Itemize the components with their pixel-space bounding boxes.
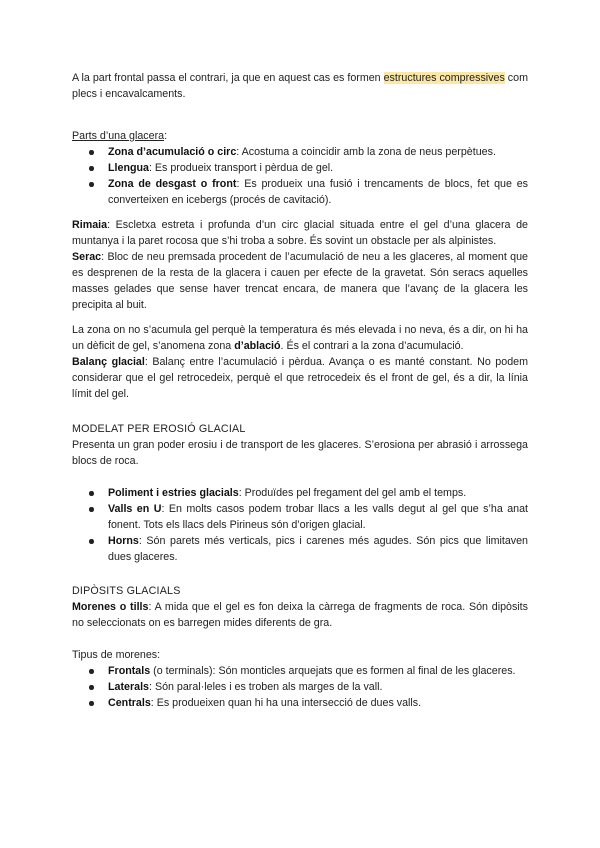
highlighted-text: estructures compressives bbox=[383, 72, 505, 84]
list-item bbox=[72, 144, 528, 160]
rimaia-paragraph bbox=[72, 217, 528, 249]
definition: : Són paral·leles i es troben als marges de la vall. bbox=[149, 681, 383, 693]
parts-section bbox=[72, 128, 528, 208]
definition: : Es produeix transport i pèrdua de gel. bbox=[148, 162, 334, 174]
term: Llengua bbox=[108, 162, 149, 174]
list-item bbox=[72, 695, 528, 711]
bullet-icon bbox=[89, 507, 94, 512]
term: Zona de desgast o front bbox=[108, 178, 237, 190]
serac-paragraph bbox=[72, 249, 528, 313]
term: Frontals bbox=[108, 665, 151, 677]
definition: : A mida que el gel es fon deixa la càrrega de fragments de roca. Són dipòsits no seleccionats on es barregen mides diferents de gra. bbox=[72, 601, 528, 629]
parts-list bbox=[72, 144, 528, 208]
term: Laterals bbox=[108, 681, 149, 693]
definition: : Són parets més verticals, pics i carenes més agudes. Són pics que limitaven dues glaceres. bbox=[108, 535, 528, 563]
list-item bbox=[72, 663, 528, 679]
bullet-icon bbox=[89, 669, 94, 674]
definition: : En molts casos podem trobar llacs a les valls degut al gel que s’ha anat fonent. Tots els llacs dels Pirineus són d’origen glacial. bbox=[108, 503, 529, 531]
parts-heading-colon: : bbox=[164, 130, 168, 142]
list-item bbox=[72, 160, 528, 176]
definition: (o terminals): Són monticles arquejats que es formen al final de les glaceres. bbox=[150, 665, 516, 677]
section-heading: MODELAT PER EROSIÓ GLACIAL bbox=[72, 423, 246, 435]
term: Poliment i estries glacials bbox=[108, 487, 239, 499]
modelat-list bbox=[72, 485, 528, 565]
term: Morenes o tills bbox=[72, 601, 149, 613]
definition: : Es produeixen quan hi ha una intersecció de dues valls. bbox=[150, 697, 422, 709]
balanc-paragraph bbox=[72, 354, 528, 402]
bullet-icon bbox=[89, 182, 94, 187]
diposits-section bbox=[72, 583, 528, 711]
bullet-icon bbox=[89, 150, 94, 155]
morenes-list bbox=[72, 663, 528, 711]
ablacio-text: La zona on no s’acumula gel perquè la temperatura és més elevada i no neva, és a dir, on hi ha un dèficit de gel, s’anomena zona bbox=[72, 324, 528, 352]
list-item bbox=[72, 176, 528, 208]
section-heading: DIPÒSITS GLACIALS bbox=[72, 585, 181, 597]
term: Valls en U bbox=[108, 503, 162, 515]
tipus-label: Tipus de morenes: bbox=[72, 649, 161, 661]
parts-heading bbox=[72, 128, 528, 144]
term: d’ablació bbox=[234, 340, 281, 352]
bullet-icon bbox=[89, 539, 94, 544]
term: Serac bbox=[72, 251, 102, 263]
bullet-icon bbox=[89, 701, 94, 706]
ablacio-paragraph bbox=[72, 322, 528, 354]
list-item bbox=[72, 679, 528, 695]
intro-paragraph bbox=[72, 70, 528, 102]
list-item bbox=[72, 533, 528, 565]
bullet-icon bbox=[89, 685, 94, 690]
bullet-icon bbox=[89, 166, 94, 171]
modelat-intro: Presenta un gran poder erosiu i de transport de les glaceres. S’erosiona per abrasió i arrossega blocs de roca. bbox=[72, 439, 528, 467]
definition: : Balanç entre l’acumulació i pèrdua. Avança o es manté constant. No podem considerar que el gel retrocedeix, perquè el que retrocedeix és el front de gel, és a dir, la línia límit del gel. bbox=[72, 356, 528, 400]
modelat-section bbox=[72, 421, 528, 565]
term: Centrals bbox=[108, 697, 151, 709]
definition: : Bloc de neu premsada procedent de l’acumulació de neu a les glaceres, al moment que es desprenen de la resta de la glacera i cauen per efecte de la gravetat. Són seracs aquelles masses gelades que sense haver trencat encara, de manera que l’avanç de la glacera les precipita al buit. bbox=[72, 251, 528, 311]
term: Horns bbox=[108, 535, 139, 547]
term: Balanç glacial bbox=[72, 356, 145, 368]
parts-heading-text: Parts d’una glacera bbox=[72, 130, 165, 142]
definition: : Escletxa estreta i profunda d’un circ glacial situada entre el gel d’una glacera de muntanya i la paret rocosa que s’hi troba a sobre. És sovint un obstacle per als alpinistes. bbox=[72, 219, 528, 247]
intro-text: A la part frontal passa el contrari, ja que en aquest cas es formen bbox=[72, 72, 384, 84]
ablacio-text-end: . És el contrari a la zona d’acumulació. bbox=[280, 340, 464, 352]
morenes-paragraph bbox=[72, 599, 528, 631]
list-item bbox=[72, 485, 528, 501]
ablation-block bbox=[72, 322, 528, 402]
bullet-icon bbox=[89, 491, 94, 496]
definitions-block bbox=[72, 217, 528, 313]
term: Rimaia bbox=[72, 219, 108, 231]
definition: : Produïdes pel fregament del gel amb el temps. bbox=[238, 487, 467, 499]
term: Zona d’acumulació o circ bbox=[108, 146, 237, 158]
definition: : Es produeix una fusió i trencaments de blocs, fet que es converteixen en icebergs (procés de cavitació). bbox=[108, 178, 528, 206]
list-item bbox=[72, 501, 528, 533]
intro-text-end: com plecs i encavalcaments. bbox=[72, 72, 528, 100]
definition: : Acostuma a coincidir amb la zona de neus perpètues. bbox=[236, 146, 496, 158]
